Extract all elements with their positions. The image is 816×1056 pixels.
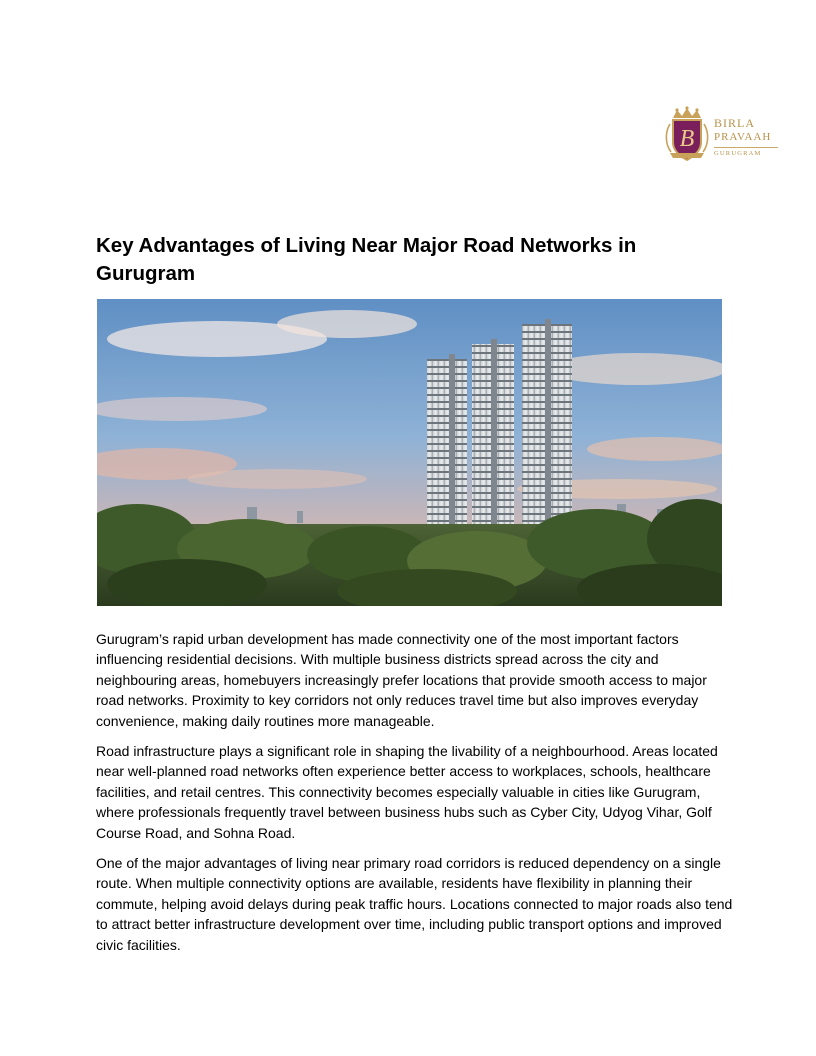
logo-line-1: BIRLA	[714, 116, 755, 130]
paragraph-1: Gurugram’s rapid urban development has made connectivity one of the most important factors influencing residential decisions. With multiple business districts spread across the city and neighbouring areas, homebuyers increasingly prefer locations that provide smooth access to major road networks. Proximity to key corridors not only reduces travel time but also improves everyday convenience, making daily routines more manageable.	[96, 631, 707, 729]
crest-icon	[664, 106, 710, 166]
crest-monogram: B	[679, 126, 695, 152]
brand-logo	[664, 106, 789, 166]
paragraph-3: One of the major advantages of living near primary road corridors is reduced dependency on a single route. When multiple connectivity options are available, residents have flexibility in planning their commute, helping avoid delays during peak traffic hours. Locations connected to major roads also tend to attract better infrastructure development over time, including public transport options and improved civic facilities.	[96, 855, 733, 953]
article-title: Key Advantages of Living Near Major Road Networks in Gurugram	[96, 234, 637, 285]
logo-line-2: PRAVAAH	[714, 131, 772, 143]
paragraph-2: Road infrastructure plays a significant role in shaping the livability of a neighbourhood. Areas located near well-planned road networks often experience better access to workplaces, schools, healthcare facilities, and retail centres. This connectivity becomes especially valuable in cities like Gurugram, where professionals frequently travel between business hubs such as Cyber City, Udyog Vihar, Golf Course Road, and Sohna Road.	[96, 743, 718, 841]
logo-line-3: GURUGRAM	[714, 150, 762, 157]
logo-divider	[714, 147, 778, 148]
hero-image	[97, 299, 722, 606]
residential-towers-photo	[97, 299, 722, 606]
